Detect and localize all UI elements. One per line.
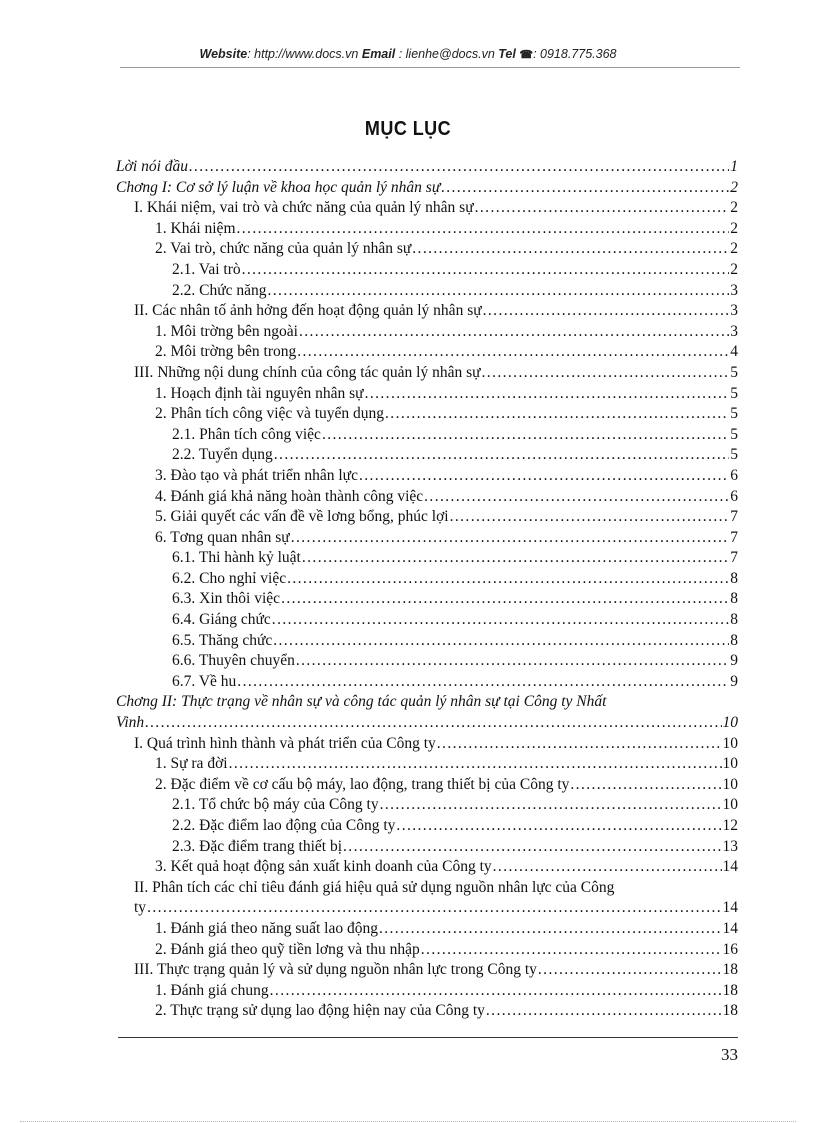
toc-entry-page: 18 bbox=[722, 981, 738, 999]
toc-entry bbox=[116, 239, 738, 260]
toc-entry-page: 3 bbox=[730, 281, 738, 299]
toc-leader-dots bbox=[274, 445, 729, 466]
toc-entry bbox=[116, 342, 738, 363]
toc-leader-dots bbox=[273, 631, 729, 652]
toc-leader-dots bbox=[145, 713, 721, 734]
toc-leader-dots bbox=[242, 260, 730, 281]
toc-entry bbox=[116, 363, 738, 384]
toc-entry-page: 10 bbox=[722, 734, 738, 752]
toc-entry-page: 8 bbox=[730, 611, 738, 629]
toc-entry-label: 3. Kết quả hoạt động sản xuất kinh doanh của Công ty bbox=[155, 858, 492, 876]
toc-entry-page: 5 bbox=[730, 446, 738, 464]
toc-entry-label: 6. Tơng quan nhân sự bbox=[155, 528, 290, 546]
toc-entry-page: 8 bbox=[730, 590, 738, 608]
toc-entry-page: 2 bbox=[730, 219, 738, 237]
toc-entry-page: 2 bbox=[730, 260, 738, 278]
toc-entry bbox=[116, 281, 738, 302]
toc-entry bbox=[116, 1001, 738, 1022]
toc-entry-label: 4. Đánh giá khả năng hoàn thành công việc bbox=[155, 487, 424, 505]
toc-entry bbox=[116, 651, 738, 672]
toc-entry bbox=[116, 898, 738, 919]
toc-entry bbox=[116, 940, 738, 961]
toc-entry-label: 2. Đánh giá theo quỹ tiền lơng và thu nhập bbox=[155, 940, 420, 958]
toc-entry bbox=[116, 610, 738, 631]
page-bottom-border bbox=[20, 1121, 796, 1122]
toc-leader-dots bbox=[237, 672, 729, 693]
toc-entry-page: 10 bbox=[722, 775, 738, 793]
toc-entry-page: 5 bbox=[730, 384, 738, 402]
toc-leader-dots bbox=[147, 898, 721, 919]
toc-entry bbox=[116, 445, 738, 466]
toc-entry bbox=[116, 857, 738, 878]
toc-entry-page: 8 bbox=[730, 631, 738, 649]
toc-entry-page: 5 bbox=[730, 363, 738, 381]
toc-leader-dots bbox=[385, 404, 729, 425]
email-label: Email bbox=[361, 47, 396, 61]
toc-entry bbox=[116, 487, 738, 508]
toc-leader-dots bbox=[272, 610, 729, 631]
toc-entry bbox=[116, 734, 738, 755]
toc-leader-dots bbox=[450, 507, 730, 528]
toc-entry-label: 2. Vai trò, chức năng của quản lý nhân sự bbox=[155, 240, 412, 258]
toc-leader-dots bbox=[483, 301, 730, 322]
toc-entry bbox=[116, 775, 738, 796]
toc-entry bbox=[116, 322, 738, 343]
toc-entry-label: 1. Hoạch định tài nguyên nhân sự bbox=[155, 384, 364, 402]
toc-leader-dots bbox=[380, 795, 722, 816]
toc-entry-page: 13 bbox=[722, 837, 738, 855]
toc-entry-label: II. Các nhân tố ảnh hởng đến hoạt động quản lý nhân sự bbox=[134, 302, 482, 320]
toc-entry-label: 6.1. Thi hành kỷ luật bbox=[172, 549, 301, 567]
toc-leader-dots bbox=[281, 589, 729, 610]
toc-entry-page: 18 bbox=[722, 1002, 738, 1020]
toc-entry-label: 1. Môi trờng bên ngoài bbox=[155, 322, 298, 340]
toc-leader-dots bbox=[437, 734, 722, 755]
toc-entry-label: 2. Môi trờng bên trong bbox=[155, 343, 297, 361]
toc-entry bbox=[116, 301, 738, 322]
toc-entry bbox=[116, 589, 738, 610]
toc-entry-label: Vinh bbox=[116, 714, 145, 732]
toc-leader-dots bbox=[421, 940, 722, 961]
toc-leader-dots bbox=[441, 178, 729, 199]
toc-entry-label: 2.2. Tuyển dụng bbox=[172, 446, 273, 464]
toc-entry-page: 14 bbox=[722, 899, 738, 917]
toc-entry bbox=[116, 631, 738, 652]
toc-entry bbox=[116, 672, 738, 693]
website-value: : http://www.docs.vn bbox=[247, 47, 359, 61]
tel-value: : 0918.775.368 bbox=[533, 47, 617, 61]
toc-entry-page: 5 bbox=[730, 425, 738, 443]
toc-leader-dots bbox=[379, 919, 722, 940]
toc-entry-label: 5. Giải quyết các vấn đề về lơng bổng, phúc lợi bbox=[155, 508, 449, 526]
toc-leader-dots bbox=[475, 198, 730, 219]
toc-entry-label: I. Khái niệm, vai trò và chức năng của quản lý nhân sự bbox=[134, 199, 474, 217]
toc-entry bbox=[116, 837, 738, 858]
toc-leader-dots bbox=[538, 960, 722, 981]
toc-leader-dots bbox=[343, 837, 721, 858]
page-title: MỤC LỤC bbox=[364, 118, 452, 140]
toc-entry bbox=[116, 713, 738, 734]
toc-entry-page: 12 bbox=[722, 817, 738, 834]
toc-entry-label: 2. Thực trạng sử dụng lao động hiện nay của Công ty bbox=[155, 1002, 485, 1020]
toc-entry-page: 14 bbox=[722, 858, 738, 876]
toc-entry-label: 2.1. Phân tích công việc bbox=[172, 425, 321, 443]
toc-entry-label: III. Thực trạng quản lý và sử dụng nguồn nhân lực trong Công ty bbox=[134, 961, 537, 979]
toc-entry bbox=[116, 260, 738, 281]
toc-entry-label: 2.2. Đặc điểm lao động của Công ty bbox=[172, 817, 396, 834]
toc-entry bbox=[116, 754, 738, 775]
toc-entry-wrapped-line: Chơng II: Thực trạng về nhân sự và công tác quản lý nhân sự tại Công ty Nhất bbox=[116, 693, 607, 711]
toc-leader-dots bbox=[365, 384, 730, 405]
toc-entry-label: Lời nói đầu bbox=[116, 158, 189, 175]
toc-leader-dots bbox=[396, 816, 721, 837]
tel-label: Tel bbox=[498, 47, 516, 61]
toc-entry bbox=[116, 528, 738, 549]
toc-entry-page: 8 bbox=[730, 569, 738, 587]
toc-entry-page: 5 bbox=[730, 405, 738, 423]
toc-entry-label: III. Những nội dung chính của công tác quản lý nhân sự bbox=[134, 363, 481, 381]
toc-leader-dots bbox=[270, 981, 722, 1002]
toc-entry-label: 2. Đặc điểm về cơ cấu bộ máy, lao động, trang thiết bị của Công ty bbox=[155, 775, 570, 793]
toc-entry-label: ty bbox=[134, 899, 147, 917]
website-label: Website bbox=[199, 47, 248, 61]
footer-divider bbox=[118, 1037, 738, 1038]
toc-entry bbox=[116, 960, 738, 981]
header-divider bbox=[120, 67, 740, 68]
table-of-contents bbox=[116, 157, 738, 1022]
toc-leader-dots bbox=[299, 322, 729, 343]
toc-entry-label: 3. Đào tạo và phát triển nhân lực bbox=[155, 466, 358, 484]
toc-entry bbox=[116, 981, 738, 1002]
toc-leader-dots bbox=[322, 425, 729, 446]
toc-entry-page: 10 bbox=[722, 796, 738, 814]
toc-entry-page: 10 bbox=[722, 714, 738, 732]
toc-entry bbox=[116, 198, 738, 219]
toc-entry-label: 6.7. Về hu bbox=[172, 672, 237, 690]
toc-entry-label: I. Quá trình hình thành và phát triển của Công ty bbox=[134, 734, 436, 752]
toc-entry-page: 10 bbox=[722, 755, 738, 773]
toc-entry-label: 2.1. Vai trò bbox=[172, 260, 241, 278]
toc-entry bbox=[116, 548, 738, 569]
toc-entry-label: 1. Đánh giá chung bbox=[155, 981, 269, 999]
page-header bbox=[0, 47, 816, 61]
toc-entry-label: Chơng I: Cơ sở lý luận về khoa học quản lý nhân sự bbox=[116, 178, 441, 196]
toc-entry bbox=[116, 816, 738, 837]
toc-leader-dots bbox=[359, 466, 729, 487]
toc-entry-page: 2 bbox=[730, 240, 738, 258]
toc-entry-label: 2.2. Chức năng bbox=[172, 281, 267, 299]
toc-entry-label: 2.3. Đặc điểm trang thiết bị bbox=[172, 837, 343, 855]
toc-entry bbox=[116, 507, 738, 528]
toc-entry bbox=[116, 919, 738, 940]
toc-entry-label: 1. Khái niệm bbox=[155, 219, 236, 237]
toc-leader-dots bbox=[297, 342, 729, 363]
email-value: : lienhe@docs.vn bbox=[398, 47, 495, 61]
toc-entry-label: 2.1. Tổ chức bộ máy của Công ty bbox=[172, 796, 379, 814]
toc-entry-page: 9 bbox=[730, 652, 738, 670]
toc-leader-dots bbox=[486, 1001, 722, 1022]
toc-entry bbox=[116, 425, 738, 446]
toc-entry-page: 6 bbox=[730, 487, 738, 505]
toc-entry-label: 6.6. Thuyên chuyển bbox=[172, 652, 295, 670]
toc-entry-label: 2. Phân tích công việc và tuyển dụng bbox=[155, 405, 385, 423]
toc-entry-page: 7 bbox=[730, 508, 738, 526]
toc-leader-dots bbox=[296, 651, 729, 672]
toc-leader-dots bbox=[493, 857, 722, 878]
toc-entry-label: 6.5. Thăng chức bbox=[172, 631, 273, 649]
toc-entry-page: 4 bbox=[730, 343, 738, 361]
toc-entry-page: 7 bbox=[730, 528, 738, 546]
toc-entry-wrapped-line: II. Phân tích các chỉ tiêu đánh giá hiệu quả sử dụng nguồn nhân lực của Công bbox=[134, 878, 615, 896]
toc-entry bbox=[116, 384, 738, 405]
toc-entry-page: 1 bbox=[730, 158, 738, 175]
toc-entry bbox=[116, 219, 738, 240]
toc-leader-dots bbox=[570, 775, 721, 796]
toc-leader-dots bbox=[237, 219, 730, 240]
toc-leader-dots bbox=[291, 528, 730, 549]
toc-entry-label: 6.3. Xin thôi việc bbox=[172, 590, 281, 608]
toc-leader-dots bbox=[302, 548, 729, 569]
toc-entry bbox=[116, 178, 738, 199]
toc-entry bbox=[116, 569, 738, 590]
toc-leader-dots bbox=[412, 239, 729, 260]
toc-leader-dots bbox=[229, 754, 722, 775]
toc-entry-page: 9 bbox=[730, 672, 738, 690]
toc-entry-page: 3 bbox=[730, 302, 738, 320]
toc-entry-page: 18 bbox=[722, 961, 738, 979]
toc-leader-dots bbox=[482, 363, 730, 384]
toc-entry-page: 3 bbox=[730, 322, 738, 340]
toc-entry bbox=[116, 466, 738, 487]
phone-icon: ☎ bbox=[519, 49, 534, 61]
toc-entry-page: 2 bbox=[730, 178, 738, 196]
toc-entry-page: 2 bbox=[730, 199, 738, 217]
toc-entry-page: 6 bbox=[730, 466, 738, 484]
toc-leader-dots bbox=[287, 569, 729, 590]
toc-entry-label: 6.2. Cho nghỉ việc bbox=[172, 569, 287, 587]
toc-entry bbox=[116, 795, 738, 816]
toc-entry bbox=[116, 157, 738, 178]
toc-entry-page: 16 bbox=[722, 940, 738, 958]
toc-entry-label: 1. Đánh giá theo năng suất lao động bbox=[155, 919, 378, 937]
toc-leader-dots bbox=[268, 281, 730, 302]
toc-entry-page: 14 bbox=[722, 919, 738, 937]
toc-leader-dots bbox=[189, 157, 729, 178]
toc-entry-page: 7 bbox=[730, 549, 738, 567]
page-number: 33 bbox=[721, 1045, 738, 1064]
toc-leader-dots bbox=[424, 487, 729, 508]
toc-entry bbox=[116, 404, 738, 425]
toc-entry-label: 1. Sự ra đời bbox=[155, 755, 228, 773]
toc-entry-label: 6.4. Giáng chức bbox=[172, 611, 271, 629]
